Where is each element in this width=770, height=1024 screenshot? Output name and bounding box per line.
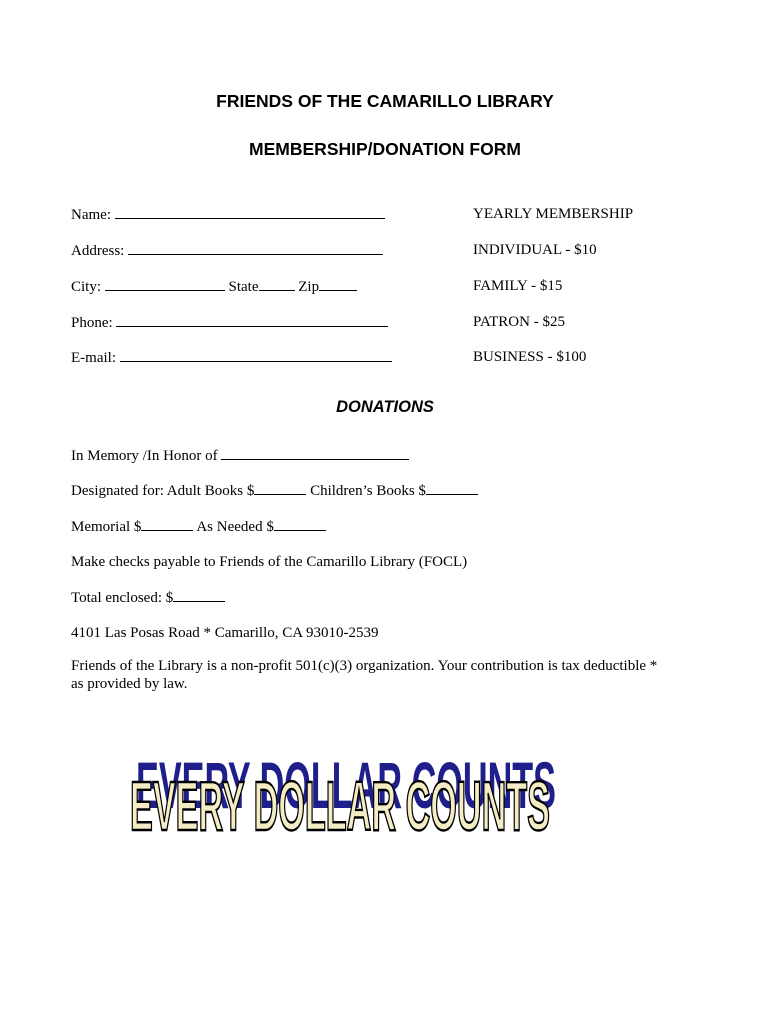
- membership-tier-individual: INDIVIDUAL - $10: [473, 242, 597, 258]
- total-label: Total enclosed: $: [71, 590, 174, 606]
- email-label: E-mail:: [71, 350, 116, 366]
- phone-row: [71, 313, 388, 332]
- city-label: City:: [71, 279, 102, 295]
- name-field[interactable]: [115, 205, 385, 219]
- membership-tier-patron: PATRON - $25: [473, 314, 565, 330]
- membership-tier-family: FAMILY - $15: [473, 278, 563, 294]
- memorial-label: Memorial $: [71, 519, 142, 535]
- address-field[interactable]: [128, 241, 383, 255]
- mailing-address: 4101 Las Posas Road * Camarillo, CA 93010-2539: [71, 625, 379, 641]
- name-label: Name:: [71, 207, 111, 223]
- memory-row: [71, 446, 409, 465]
- every-dollar-counts-banner: [122, 738, 564, 850]
- adult-books-field[interactable]: [254, 481, 306, 495]
- as-needed-label: As Needed $: [196, 519, 274, 535]
- email-field[interactable]: [120, 348, 392, 362]
- zip-field[interactable]: [319, 277, 357, 291]
- childrens-books-label: Children’s Books $: [310, 483, 426, 499]
- memory-label: In Memory /In Honor of: [71, 448, 218, 464]
- designated-label: Designated for: Adult Books $: [71, 483, 255, 499]
- email-row: [71, 348, 392, 367]
- address-row: [71, 241, 383, 260]
- tax-disclaimer: Friends of the Library is a non-profit 501(c)(3) organization. Your contribution is tax deductible * as provided by law.: [71, 658, 658, 692]
- phone-label: Phone:: [71, 315, 113, 331]
- donations-heading: DONATIONS: [336, 398, 434, 416]
- banner-text: EVERY DOLLAR COUNTS: [130, 767, 550, 845]
- phone-field[interactable]: [116, 313, 388, 327]
- membership-title: YEARLY MEMBERSHIP: [473, 206, 634, 222]
- checks-note: Make checks payable to Friends of the Camarillo Library (FOCL): [71, 554, 468, 570]
- memorial-row: [71, 517, 326, 536]
- page-title: FRIENDS OF THE CAMARILLO LIBRARY: [216, 91, 554, 111]
- designated-row: [71, 481, 478, 500]
- city-row: [71, 277, 357, 296]
- state-field[interactable]: [259, 277, 295, 291]
- address-label: Address:: [71, 243, 125, 259]
- banner-shadow-text: EVERY DOLLAR COUNTS: [136, 748, 556, 822]
- form-subtitle: MEMBERSHIP/DONATION FORM: [249, 139, 521, 159]
- memorial-field[interactable]: [141, 517, 193, 531]
- memory-field[interactable]: [221, 446, 409, 460]
- zip-label: Zip: [298, 279, 320, 295]
- membership-tier-business: BUSINESS - $100: [473, 349, 587, 365]
- total-row: [71, 588, 225, 607]
- total-field[interactable]: [173, 588, 225, 602]
- name-row: [71, 205, 385, 224]
- state-label: State: [228, 279, 259, 295]
- as-needed-field[interactable]: [274, 517, 326, 531]
- city-field[interactable]: [105, 277, 225, 291]
- childrens-books-field[interactable]: [426, 481, 478, 495]
